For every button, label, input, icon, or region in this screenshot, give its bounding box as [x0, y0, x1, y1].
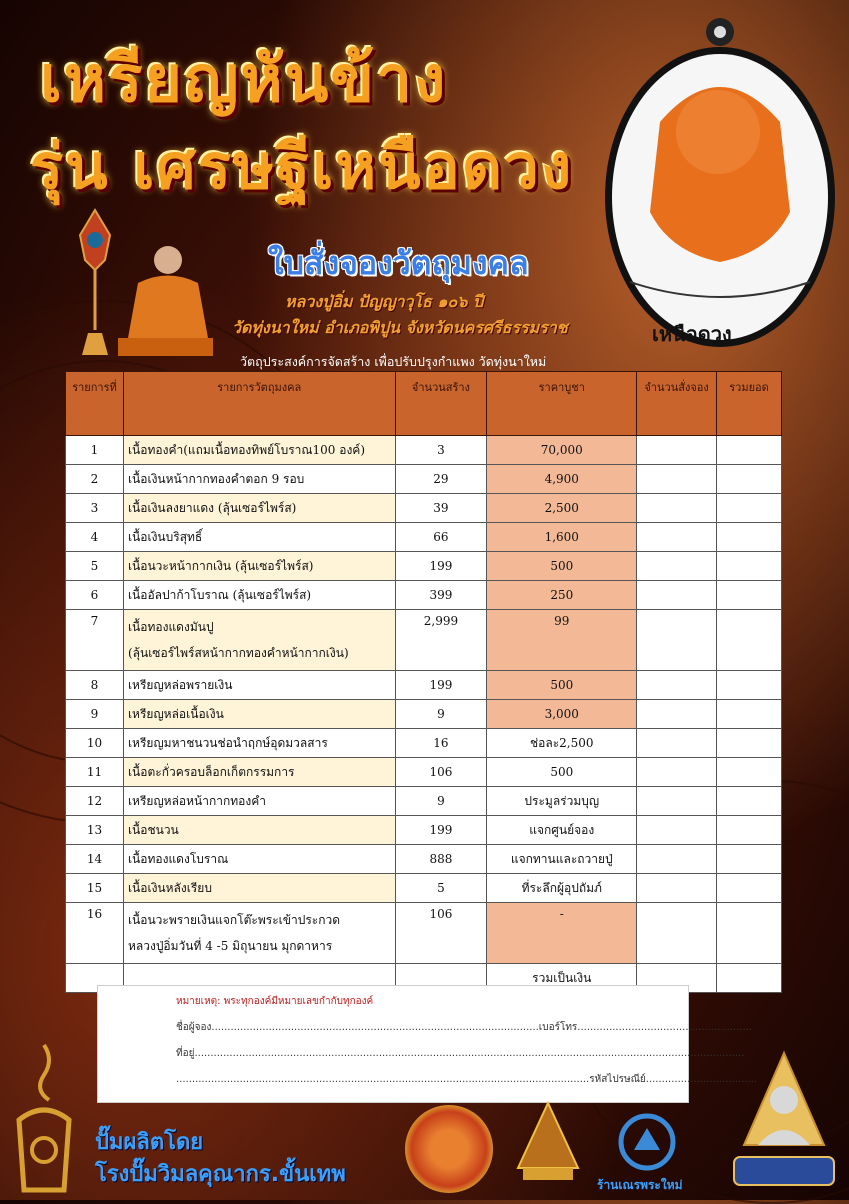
ornament-logo — [4, 1040, 84, 1195]
table-header-row — [66, 372, 782, 436]
row-total-input[interactable] — [717, 729, 782, 758]
row-order-input[interactable] — [637, 610, 717, 671]
row-no: 16 — [66, 903, 124, 964]
row-order-input[interactable] — [637, 494, 717, 523]
sponsor-label: ร้านเณรพระใหม่ — [597, 1178, 683, 1192]
table-row — [66, 523, 782, 552]
row-order-input[interactable] — [637, 671, 717, 700]
row-total-input[interactable] — [717, 874, 782, 903]
row-item: เนื้ออัลปาก้าโบราณ (ลุ้นเซอร์ไพร์ส) — [123, 581, 395, 610]
row-no: 1 — [66, 436, 124, 465]
row-price: 500 — [487, 671, 637, 700]
row-qty: 199 — [395, 816, 487, 845]
row-qty: 29 — [395, 465, 487, 494]
producer-name: โรงปั๊มวิมลคุณากร.ขั้นเทพ — [95, 1162, 346, 1187]
row-qty: 39 — [395, 494, 487, 523]
contact-form — [97, 985, 758, 1103]
total-label: รวมเป็นเงิน — [487, 964, 637, 993]
row-order-input[interactable] — [637, 903, 717, 964]
row-no: 8 — [66, 671, 124, 700]
row-no: 11 — [66, 758, 124, 787]
row-total-input[interactable] — [717, 610, 782, 671]
row-no: 14 — [66, 845, 124, 874]
row-item-line2: หลวงปู่อิ่มวันที่ 4 -5 มิถุนายน มุกดาหาร — [127, 939, 333, 953]
order-table — [65, 371, 782, 993]
row-total-input[interactable] — [717, 436, 782, 465]
row-total-input[interactable] — [717, 700, 782, 729]
table-row — [66, 465, 782, 494]
row-price: 1,600 — [487, 523, 637, 552]
table-row — [66, 845, 782, 874]
row-item: เนื้อเงินหลังเรียบ — [123, 874, 395, 903]
row-item-line1: เนื้อนวะพรายเงินแจกโต๊ะพระเข้าประกวด — [127, 913, 341, 927]
row-item: เนื้อตะกั่วครอบล็อกเก็ตกรรมการ — [123, 758, 395, 787]
producer-label: ปั๊มผลิตโดย — [95, 1130, 204, 1155]
row-order-input[interactable] — [637, 465, 717, 494]
row-order-input[interactable] — [637, 787, 717, 816]
page-title-line1: เหรียญหันข้าง — [40, 42, 448, 117]
row-order-input[interactable] — [637, 523, 717, 552]
row-item: เหรียญหล่อพรายเงิน — [123, 671, 395, 700]
sponsor-logo — [612, 1112, 682, 1172]
row-no: 5 — [66, 552, 124, 581]
row-item: เหรียญมหาชนวนช่อนำฤกษ์อุดมวลสาร — [123, 729, 395, 758]
table-row — [66, 552, 782, 581]
row-no: 13 — [66, 816, 124, 845]
row-order-input[interactable] — [637, 581, 717, 610]
row-price: 250 — [487, 581, 637, 610]
row-total-input[interactable] — [717, 494, 782, 523]
temple-logo — [508, 1098, 588, 1193]
row-total-input[interactable] — [717, 671, 782, 700]
buddha-logo — [728, 1045, 840, 1195]
table-row — [66, 903, 782, 964]
row-order-input[interactable] — [637, 729, 717, 758]
order-form-title: ใบสั่งจองวัตถุมงคล — [268, 244, 529, 282]
row-qty: 9 — [395, 787, 487, 816]
row-no: 2 — [66, 465, 124, 494]
page-title-line2: รุ่น เศรษฐีเหนือดวง — [30, 130, 574, 203]
table-row — [66, 494, 782, 523]
row-price: ช่อละ2,500 — [487, 729, 637, 758]
form-note: หมายเหตุ: พระทุกองค์มีหมายเลขกำกับทุกองค์ — [176, 996, 374, 1007]
row-item-line1: เนื้อทองแดงมันปู — [127, 620, 214, 634]
row-qty: 2,999 — [395, 610, 487, 671]
row-price: 70,000 — [487, 436, 637, 465]
row-no: 3 — [66, 494, 124, 523]
row-price: 500 — [487, 758, 637, 787]
table-row — [66, 874, 782, 903]
row-no: 6 — [66, 581, 124, 610]
row-qty: 106 — [395, 903, 487, 964]
row-item: เนื้อเงินหน้ากากทองคำตอก 9 รอบ — [123, 465, 395, 494]
row-total-input[interactable] — [717, 523, 782, 552]
row-order-input[interactable] — [637, 874, 717, 903]
monk-photo — [108, 238, 218, 358]
row-qty: 66 — [395, 523, 487, 552]
row-total-input[interactable] — [717, 787, 782, 816]
row-qty: 3 — [395, 436, 487, 465]
table-row — [66, 758, 782, 787]
row-total-input[interactable] — [717, 552, 782, 581]
row-total-input[interactable] — [717, 816, 782, 845]
row-item: เหรียญหล่อหน้ากากทองคำ — [123, 787, 395, 816]
row-total-input[interactable] — [717, 758, 782, 787]
table-row — [66, 671, 782, 700]
temple-name: วัดทุ่งนาใหม่ อำเภอพิปูน จังหวัดนครศรีธรรมราช — [232, 318, 568, 337]
table-row — [66, 816, 782, 845]
row-order-input[interactable] — [637, 436, 717, 465]
grand-total-input[interactable] — [717, 964, 782, 993]
row-item-line2: (ลุ้นเซอร์ไพร์สหน้ากากทองคำหน้ากากเงิน) — [127, 646, 349, 660]
table-row — [66, 610, 782, 671]
col-header-price: ราคาบูชา — [487, 372, 637, 436]
row-qty: 199 — [395, 671, 487, 700]
row-order-input[interactable] — [637, 758, 717, 787]
monk-name: หลวงปู่อิ่ม ปัญญาวุโธ ๑๐๖ ปี — [285, 292, 484, 311]
medal-image — [600, 12, 840, 350]
row-item: เนื้อทองคำ(แถมเนื้อทองทิพย์โบราณ100 องค์) — [123, 436, 395, 465]
row-total-input[interactable] — [717, 845, 782, 874]
row-item: เนื้อเงินลงยาแดง (ลุ้นเซอร์ไพร์ส) — [123, 494, 395, 523]
row-item — [123, 610, 395, 671]
table-row — [66, 436, 782, 465]
row-qty: 399 — [395, 581, 487, 610]
row-order-input[interactable] — [637, 700, 717, 729]
col-header-item: รายการวัตถุมงคล — [123, 372, 395, 436]
row-qty: 888 — [395, 845, 487, 874]
row-qty: 16 — [395, 729, 487, 758]
col-header-no: รายการที่ — [66, 372, 124, 436]
row-qty: 5 — [395, 874, 487, 903]
purpose-text: วัตถุประสงค์การจัดสร้าง เพื่อปรับปรุงกำแพง วัดทุ่งนาใหม่ — [240, 354, 547, 369]
row-price: แจกศูนย์จอง — [487, 816, 637, 845]
address-field[interactable]: ที่อยู่............................................................................................................................................................................. — [176, 1048, 745, 1059]
row-qty: 106 — [395, 758, 487, 787]
table-row — [66, 581, 782, 610]
row-price: แจกทานและถวายปู่ — [487, 845, 637, 874]
medal-label: เหนือดวง — [652, 322, 732, 346]
row-qty: 9 — [395, 700, 487, 729]
row-price: ที่ระลึกผู้อุปถัมภ์ — [487, 874, 637, 903]
row-item: เนื้อชนวน — [123, 816, 395, 845]
row-item: เนื้อทองแดงโบราณ — [123, 845, 395, 874]
booker-name-field[interactable]: ชื่อผู้จอง.......................................................................................................เบอร์โทร....................................................... — [176, 1022, 753, 1033]
table-row — [66, 700, 782, 729]
row-item: เนื้อนวะหน้ากากเงิน (ลุ้นเซอร์ไพร์ส) — [123, 552, 395, 581]
row-price: 99 — [487, 610, 637, 671]
row-item: เนื้อเงินบริสุทธิ์ — [123, 523, 395, 552]
col-header-order: จำนวนสั่งจอง — [637, 372, 717, 436]
row-total-input[interactable] — [717, 581, 782, 610]
row-no: 4 — [66, 523, 124, 552]
row-total-input[interactable] — [717, 465, 782, 494]
table-row — [66, 787, 782, 816]
col-header-qty: จำนวนสร้าง — [395, 372, 487, 436]
row-item — [123, 903, 395, 964]
row-no: 10 — [66, 729, 124, 758]
row-price: - — [487, 903, 637, 964]
row-price: 500 — [487, 552, 637, 581]
row-total-input[interactable] — [717, 903, 782, 964]
col-header-total: รวมยอด — [717, 372, 782, 436]
postal-code-field[interactable]: ..................................................................................................................................รหัสไปรษณีย์................................... — [176, 1074, 758, 1085]
row-price: ประมูลร่วมบุญ — [487, 787, 637, 816]
row-qty: 199 — [395, 552, 487, 581]
row-order-input[interactable] — [637, 845, 717, 874]
table-row — [66, 729, 782, 758]
row-item: เหรียญหล่อเนื้อเงิน — [123, 700, 395, 729]
row-no: 7 — [66, 610, 124, 671]
row-order-input[interactable] — [637, 816, 717, 845]
row-no: 12 — [66, 787, 124, 816]
row-no: 9 — [66, 700, 124, 729]
row-order-input[interactable] — [637, 552, 717, 581]
deity-logo — [405, 1105, 493, 1193]
row-no: 15 — [66, 874, 124, 903]
row-price: 3,000 — [487, 700, 637, 729]
row-price: 2,500 — [487, 494, 637, 523]
row-price: 4,900 — [487, 465, 637, 494]
